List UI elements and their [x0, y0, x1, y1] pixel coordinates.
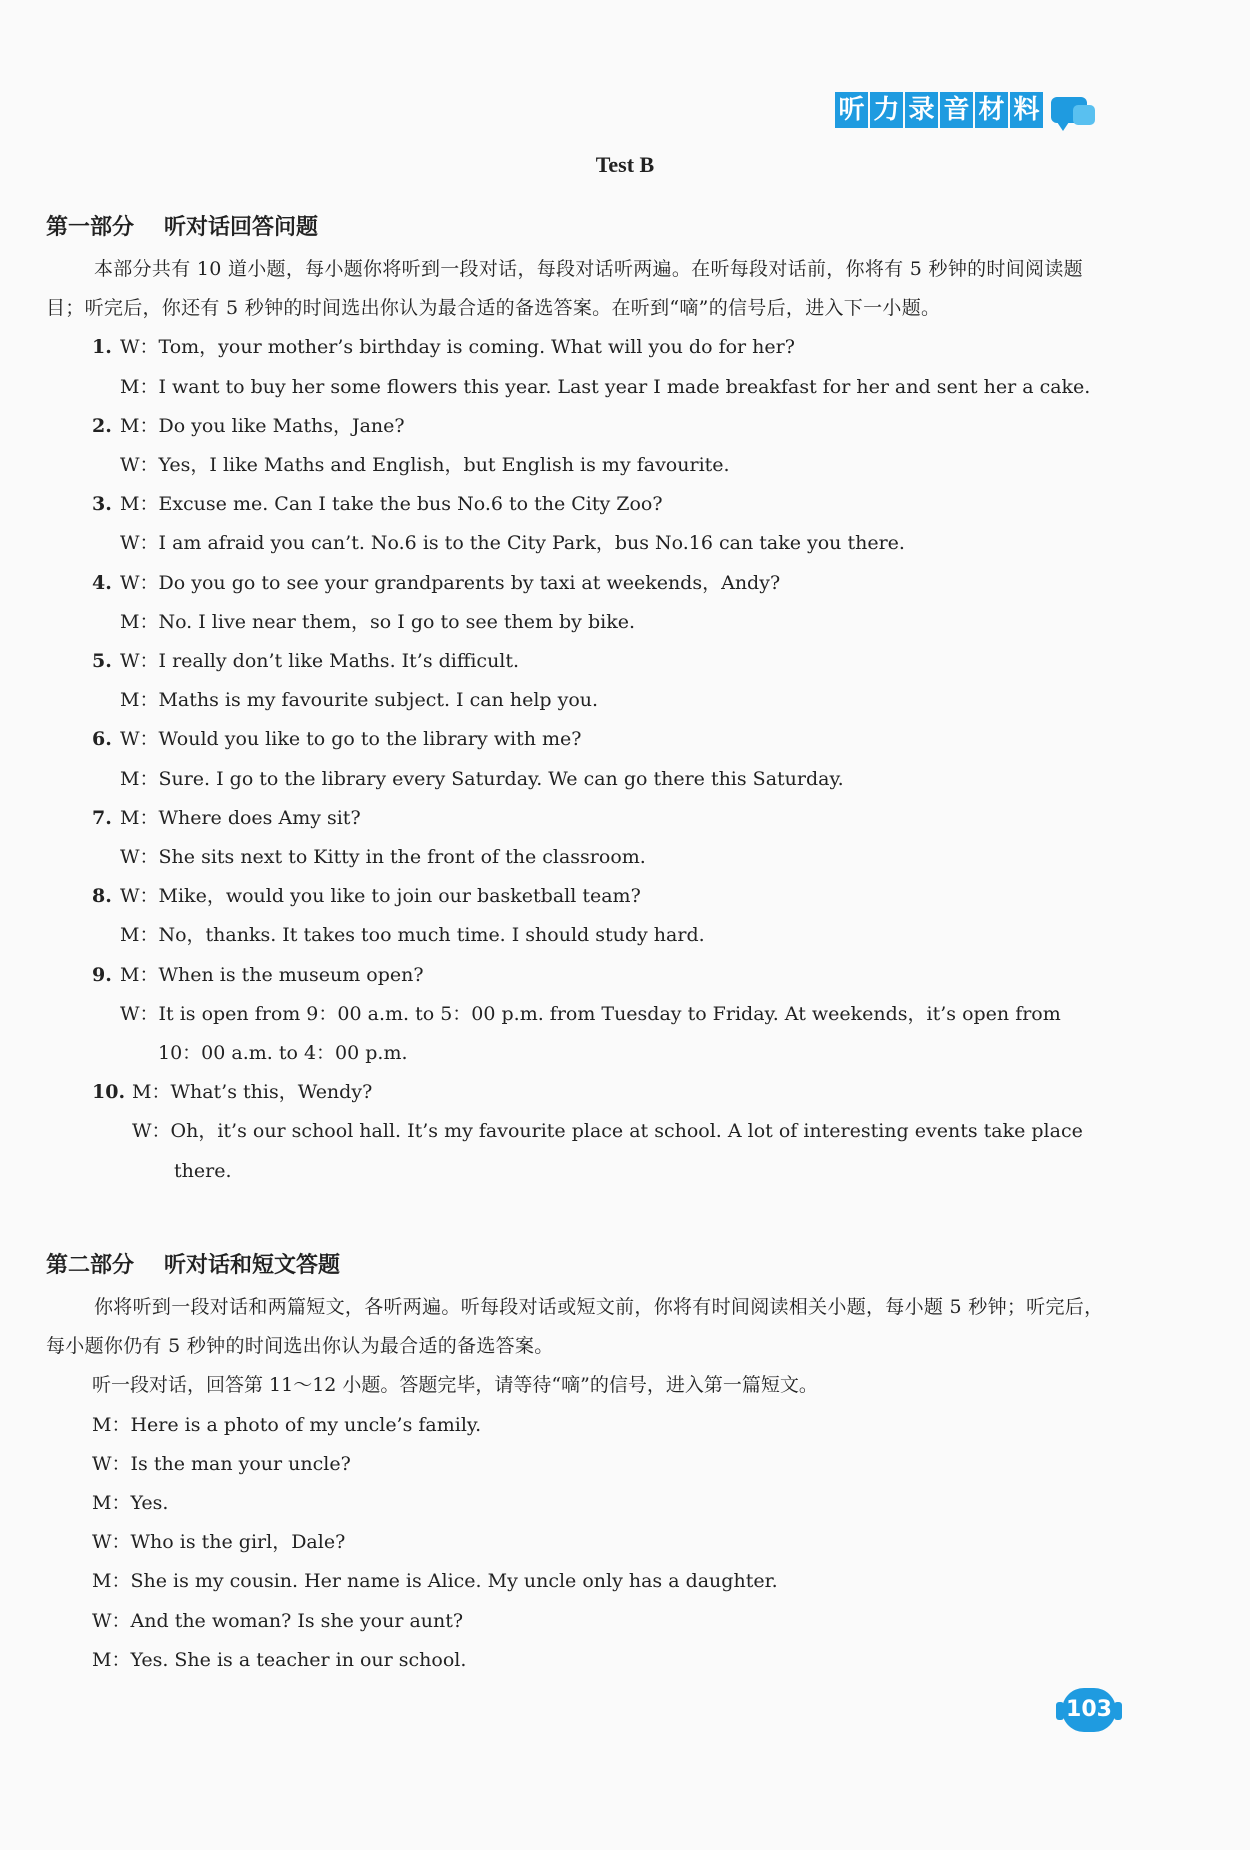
answer-line: M：No，thanks. It takes too much time. I should study hard.: [120, 924, 705, 947]
question-number: 10.: [92, 1081, 126, 1104]
question-number: 2.: [92, 414, 112, 437]
part1-instructions: 本部分共有 10 道小题，每小题你将听到一段对话，每段对话听两遍。在听每段对话前，你将有 5 秒钟的时间阅读题目；听完后，你还有 5 秒钟的时间选出你认为最合适的备选答案。在听到“嘀”的信号后，进入下一小题。: [46, 258, 1083, 320]
question-line: W：Tom，your mother’s birthday is coming. What will you do for her?: [120, 336, 795, 359]
question-number: 6.: [92, 728, 112, 751]
part2-sub-instructions: 听一段对话，回答第 11～12 小题。答题完毕，请等待“嘀”的信号，进入第一篇短文。: [92, 1374, 818, 1397]
chat-bubble-icon: [1051, 97, 1087, 123]
part2-heading-num: 第二部分: [46, 1253, 135, 1278]
question-item: [46, 799, 1121, 838]
question-number: 3.: [92, 493, 112, 516]
dialogue-line: W：Is the man your uncle?: [92, 1452, 351, 1475]
dialogue-line: W：Who is the girl，Dale?: [92, 1531, 346, 1554]
header-banner: [835, 92, 1087, 128]
question-item: [46, 956, 1121, 995]
part2-instructions: 你将听到一段对话和两篇短文，各听两遍。听每段对话或短文前，你将有时间阅读相关小题，每小题 5 秒钟；听完后，每小题你仍有 5 秒钟的时间选出你认为最合适的备选答案。: [46, 1296, 1104, 1358]
question-line: M：When is the museum open?: [120, 963, 424, 986]
banner-char: 录: [905, 92, 938, 128]
question-line: M：Do you like Maths，Jane?: [120, 414, 405, 437]
page-number: 103: [1062, 1688, 1116, 1732]
page-title: Test B: [595, 152, 655, 177]
question-number: 5.: [92, 650, 112, 673]
question-item: [46, 642, 1121, 681]
banner-char: 听: [835, 92, 868, 128]
question-item: [46, 877, 1121, 916]
answer-line: M：Maths is my favourite subject. I can help you.: [120, 689, 599, 712]
dialogue-line: M：Here is a photo of my uncle’s family.: [92, 1413, 482, 1436]
banner-char: 料: [1010, 92, 1043, 128]
question-line: W：Do you go to see your grandparents by taxi at weekends，Andy?: [120, 571, 781, 594]
part1-heading: [46, 210, 318, 241]
answer-line: M：Sure. I go to the library every Saturday. We can go there this Saturday.: [120, 767, 844, 790]
answer-line: W：I am afraid you can’t. No.6 is to the City Park，bus No.16 can take you there.: [120, 532, 905, 555]
part2-heading: [46, 1248, 340, 1279]
question-number: 9.: [92, 963, 112, 986]
question-number: 4.: [92, 571, 112, 594]
banner-char: 音: [940, 92, 973, 128]
question-line: M：Excuse me. Can I take the bus No.6 to the City Zoo?: [120, 493, 663, 516]
answer-line: M：No. I live near them，so I go to see them by bike.: [120, 610, 635, 633]
answer-line: W：Oh，it’s our school hall. It’s my favourite place at school. A lot of interesting events take place: [132, 1120, 1083, 1143]
dialogue-line: M：Yes. She is a teacher in our school.: [92, 1648, 467, 1671]
question-item: [46, 485, 1121, 524]
part1-heading-text: 听对话回答问题: [164, 215, 319, 240]
part1-heading-num: 第一部分: [46, 215, 135, 240]
dialogue-line: M：She is my cousin. Her name is Alice. My uncle only has a daughter.: [92, 1570, 778, 1593]
question-number: 8.: [92, 885, 112, 908]
question-line: M：What’s this，Wendy?: [132, 1081, 373, 1104]
answer-line: W：Yes，I like Maths and English，but English is my favourite.: [120, 454, 730, 477]
banner-char: 力: [870, 92, 903, 128]
answer-line: M：I want to buy her some flowers this year. Last year I made breakfast for her and sent her a cake.: [120, 375, 1091, 398]
part1-content: [46, 250, 1121, 1191]
question-item: [46, 407, 1121, 446]
question-number: 7.: [92, 806, 112, 829]
answer-continuation: there.: [174, 1159, 232, 1182]
answer-continuation: 10：00 a.m. to 4：00 p.m.: [158, 1042, 408, 1065]
question-line: W：Would you like to go to the library with me?: [120, 728, 582, 751]
part2-heading-text: 听对话和短文答题: [164, 1253, 341, 1278]
banner-char: 材: [975, 92, 1008, 128]
question-item: [46, 564, 1121, 603]
part2-content: [46, 1288, 1121, 1680]
question-line: W：Mike，would you like to join our basketball team?: [120, 885, 641, 908]
dialogue-line: M：Yes.: [92, 1492, 169, 1515]
question-line: M：Where does Amy sit?: [120, 806, 361, 829]
answer-line: W：It is open from 9：00 a.m. to 5：00 p.m. from Tuesday to Friday. At weekends，it’s open from: [120, 1002, 1061, 1025]
question-line: W：I really don’t like Maths. It’s difficult.: [120, 650, 520, 673]
dialogue-line: W：And the woman? Is she your aunt?: [92, 1609, 464, 1632]
question-number: 1.: [92, 336, 112, 359]
question-item: [46, 720, 1121, 759]
answer-line: W：She sits next to Kitty in the front of the classroom.: [120, 846, 646, 869]
question-item: [46, 328, 1121, 367]
question-item: [46, 1073, 1121, 1112]
